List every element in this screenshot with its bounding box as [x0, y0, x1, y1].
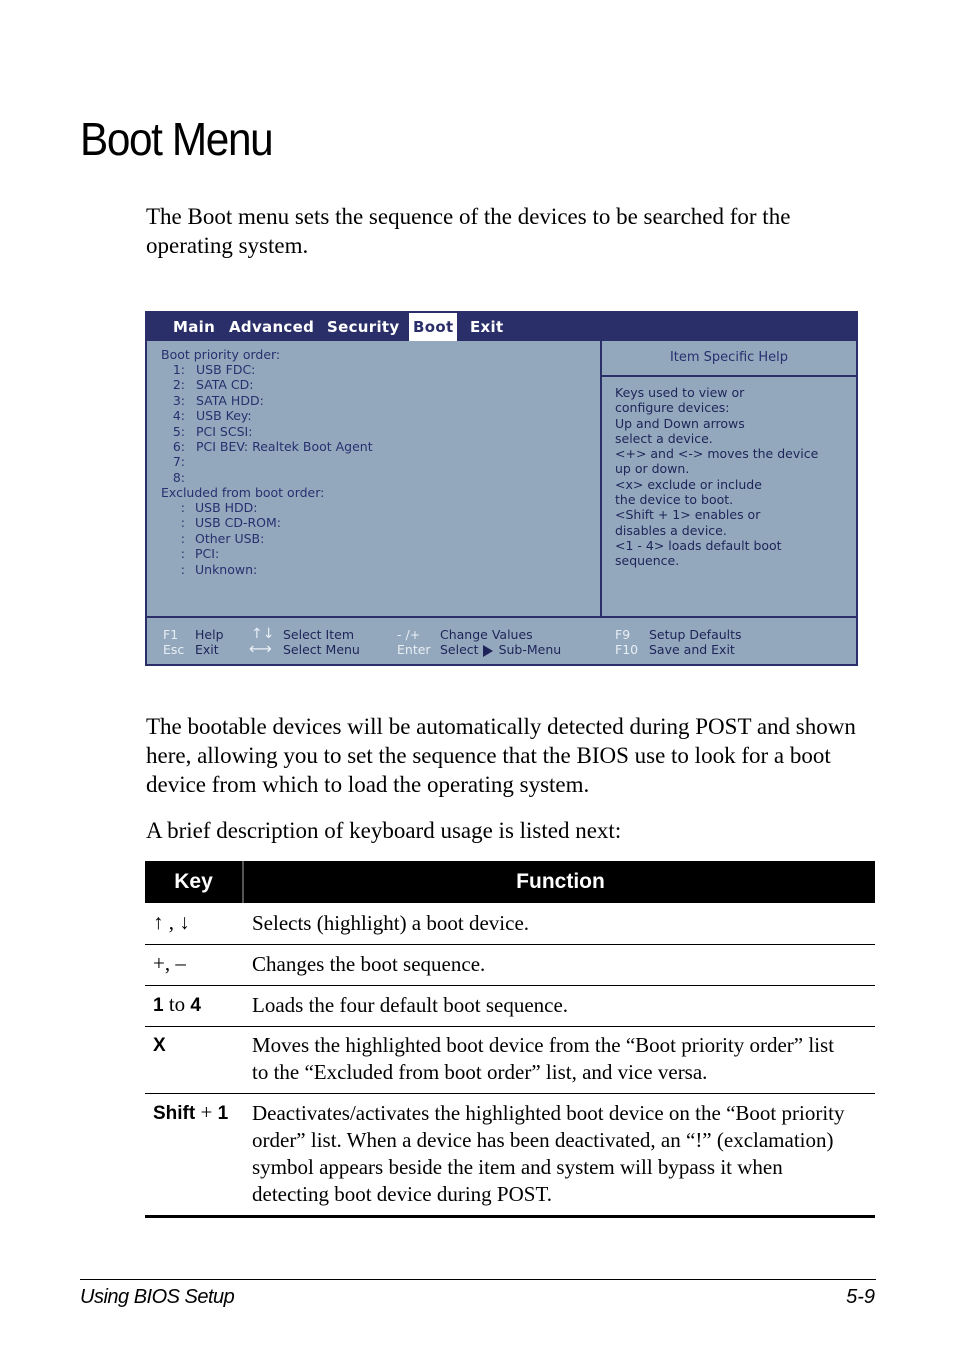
key-bold: 1: [153, 995, 164, 1016]
header-function: Function: [516, 870, 605, 893]
excluded-device: Other USB:: [195, 530, 265, 546]
help-line: <1 - 4> loads default boot: [615, 537, 782, 553]
key-joiner: to: [163, 992, 191, 1016]
boot-priority-device: PCI BEV: Realtek Boot Agent: [196, 439, 373, 454]
intro-paragraph: The Boot menu sets the sequence of the devices to be searched for the operating system.: [146, 204, 791, 258]
table-row: [145, 986, 875, 1027]
play-triangle-icon: [483, 645, 493, 657]
boot-priority-device: PCI SCSI:: [196, 423, 253, 439]
excluded-device: PCI:: [195, 546, 220, 562]
page-title: Boot Menu: [80, 113, 273, 165]
key-enter-desc: [440, 642, 561, 657]
excluded-colon: :: [180, 515, 185, 531]
help-line: <x> exclude or include: [615, 476, 762, 492]
key-joiner: +: [195, 1100, 218, 1124]
table-row: [145, 945, 875, 986]
help-line: disables a device.: [615, 522, 727, 538]
excluded-colon: :: [180, 546, 185, 562]
key-bold: X: [153, 1035, 166, 1056]
table-row: [145, 1027, 875, 1094]
key-enter: Enter: [397, 642, 431, 657]
boot-priority-number: 2:: [172, 377, 185, 393]
help-title: Item Specific Help: [669, 350, 789, 365]
key-bold: 4: [190, 995, 201, 1016]
key-esc-desc: Exit: [195, 642, 219, 657]
key-plusminus-desc: Change Values: [440, 627, 533, 642]
help-line: configure devices:: [615, 400, 730, 416]
footer-page-number: 5-9: [846, 1286, 875, 1308]
key-text: ↑ , ↓: [153, 910, 190, 934]
boot-priority-number: 1:: [172, 362, 185, 377]
boot-order-panel: [147, 341, 602, 616]
bios-screen: [145, 311, 858, 666]
bios-menu-exit[interactable]: Exit: [470, 318, 504, 336]
excluded-colon: :: [180, 530, 185, 546]
key-cell: [153, 1032, 166, 1057]
boot-priority-number: 7:: [172, 454, 185, 470]
left-right-arrows-icon: ⟷: [249, 639, 272, 658]
enter-submenu-label: Sub-Menu: [498, 642, 562, 657]
excluded-colon: :: [180, 561, 185, 577]
table-row: [145, 903, 875, 945]
key-updown-desc: Select Item: [283, 627, 354, 642]
boot-priority-device: SATA CD:: [196, 377, 254, 393]
bios-menu-security[interactable]: Security: [327, 318, 400, 336]
key-bold: 1: [217, 1103, 229, 1124]
function-cell: Selects (highlight) a boot device.: [252, 911, 530, 935]
header-key: Key: [174, 870, 213, 893]
boot-priority-number: 5:: [172, 423, 185, 439]
key-text: +, –: [153, 951, 186, 975]
key-f10-desc: Save and Exit: [649, 642, 735, 657]
function-cell: Moves the highlighted boot device from the “Boot priority order” list to the “Excluded from boot order” list, and vice versa.: [252, 1033, 835, 1084]
key-cell: [153, 951, 186, 976]
bios-menu-main[interactable]: Main: [173, 318, 216, 336]
key-cell: [153, 910, 190, 935]
enter-select-label: Select: [440, 642, 479, 657]
excluded-device: Unknown:: [195, 561, 258, 577]
keyboard-usage-table: [145, 861, 875, 1218]
key-f1-desc: Help: [195, 627, 224, 642]
function-cell: Deactivates/activates the highlighted boot device on the “Boot priority order” list. When a device has been deactivated, an “!” (exclamation) symbol appears beside the item and system will bypass it when detecting boot device during POST.: [252, 1101, 845, 1206]
key-f9: F9: [615, 627, 631, 642]
key-cell: [153, 1100, 228, 1125]
help-header: [602, 341, 856, 377]
key-bold: Shift: [153, 1103, 196, 1124]
boot-priority-device: SATA HDD:: [196, 392, 264, 408]
key-esc: Esc: [163, 642, 185, 657]
bios-menu-boot[interactable]: Boot: [409, 313, 457, 341]
boot-priority-number: 8:: [172, 469, 185, 485]
key-cell: [153, 992, 201, 1017]
boot-priority-number: 4:: [172, 408, 185, 424]
table-header: [145, 861, 875, 903]
table-row: [145, 1094, 875, 1218]
key-plusminus: - /+: [397, 627, 421, 642]
excluded-device: USB HDD:: [195, 500, 258, 515]
up-down-arrows-icon: ↑↓: [251, 626, 275, 642]
help-line: sequence.: [615, 553, 680, 569]
excluded-heading: Excluded from boot order:: [161, 485, 325, 500]
boot-priority-number: 6:: [172, 439, 185, 454]
boot-priority-heading: Boot priority order:: [161, 347, 281, 362]
key-leftright-desc: Select Menu: [283, 642, 360, 657]
boot-priority-number: 3:: [172, 392, 185, 408]
help-line: Up and Down arrows: [615, 415, 745, 431]
excluded-colon: :: [180, 500, 185, 515]
help-line: select a device.: [615, 430, 713, 446]
help-line: Keys used to view or: [615, 385, 745, 400]
footer-section-title: Using BIOS Setup: [80, 1286, 235, 1308]
help-line: <Shift + 1> enables or: [615, 507, 761, 523]
bios-menu-advanced[interactable]: Advanced: [229, 318, 315, 336]
key-f1: F1: [163, 627, 179, 642]
key-f10: F10: [615, 642, 639, 657]
bootable-devices-paragraph: The bootable devices will be automatically detected during POST and shown here, allowing you to set the sequence that the BIOS use to look for a boot device from which to load the operating system.: [146, 714, 856, 797]
excluded-device: USB CD-ROM:: [195, 515, 282, 531]
function-cell: Loads the four default boot sequence.: [252, 993, 569, 1017]
bios-key-legend: [147, 616, 856, 666]
key-f9-desc: Setup Defaults: [649, 627, 742, 642]
footer-rule: [80, 1279, 876, 1280]
bios-menu-bar: [147, 313, 856, 341]
help-line: the device to boot.: [615, 492, 734, 508]
help-line: <+> and <-> moves the device: [615, 446, 819, 462]
keyboard-intro-paragraph: A brief description of keyboard usage is listed next:: [146, 818, 622, 843]
help-line: up or down.: [615, 461, 690, 477]
boot-priority-device: USB FDC:: [196, 362, 256, 377]
header-divider: [242, 861, 244, 903]
help-text: [615, 385, 850, 569]
function-cell: Changes the boot sequence.: [252, 952, 486, 976]
boot-priority-device: USB Key:: [196, 408, 252, 424]
